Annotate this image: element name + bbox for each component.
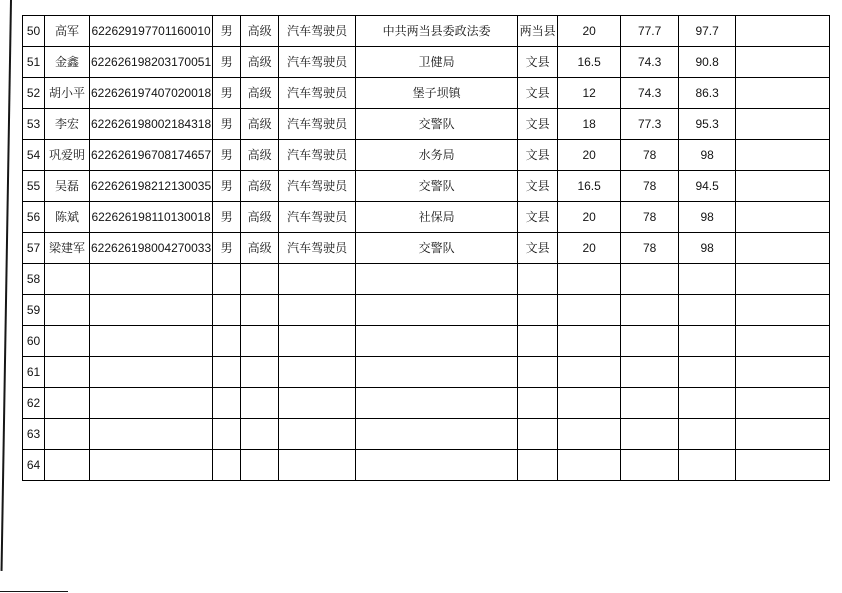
cell-county	[518, 450, 558, 481]
cell-score1: 20	[558, 233, 621, 264]
cell-blank	[736, 109, 830, 140]
cell-level	[241, 388, 279, 419]
cell-score2: 78	[621, 233, 679, 264]
cell-name	[45, 357, 90, 388]
cell-index: 50	[23, 16, 45, 47]
cell-gender	[213, 357, 241, 388]
cell-total: 98	[679, 140, 736, 171]
cell-organization	[356, 450, 518, 481]
cell-total	[679, 357, 736, 388]
cell-score2	[621, 326, 679, 357]
cell-county	[518, 357, 558, 388]
cell-score1: 20	[558, 202, 621, 233]
cell-county: 文县	[518, 47, 558, 78]
cell-total: 94.5	[679, 171, 736, 202]
cell-blank	[736, 357, 830, 388]
cell-organization	[356, 419, 518, 450]
cell-job_title: 汽车驾驶员	[279, 140, 356, 171]
cell-score2	[621, 264, 679, 295]
cell-blank	[736, 450, 830, 481]
cell-gender: 男	[213, 47, 241, 78]
page-edge-left-line	[1, 0, 12, 571]
cell-gender	[213, 419, 241, 450]
cell-total	[679, 295, 736, 326]
cell-job_title	[279, 450, 356, 481]
cell-county: 文县	[518, 140, 558, 171]
cell-county	[518, 295, 558, 326]
cell-name: 金鑫	[45, 47, 90, 78]
cell-level	[241, 357, 279, 388]
table-row	[23, 202, 830, 233]
cell-organization: 交警队	[356, 233, 518, 264]
cell-name	[45, 264, 90, 295]
table-row	[23, 109, 830, 140]
cell-name	[45, 295, 90, 326]
cell-total	[679, 450, 736, 481]
cell-name: 陈斌	[45, 202, 90, 233]
cell-id_number: 622626198002184318	[90, 109, 213, 140]
cell-organization	[356, 326, 518, 357]
cell-county: 文县	[518, 171, 558, 202]
cell-level	[241, 419, 279, 450]
cell-level	[241, 326, 279, 357]
cell-gender	[213, 450, 241, 481]
cell-county	[518, 264, 558, 295]
cell-organization	[356, 357, 518, 388]
table-row	[23, 264, 830, 295]
cell-name: 吴磊	[45, 171, 90, 202]
cell-job_title	[279, 388, 356, 419]
table-row	[23, 47, 830, 78]
personnel-roster-table	[22, 15, 830, 481]
cell-score2: 78	[621, 140, 679, 171]
cell-score1	[558, 295, 621, 326]
cell-gender: 男	[213, 109, 241, 140]
cell-job_title: 汽车驾驶员	[279, 109, 356, 140]
cell-score1	[558, 326, 621, 357]
cell-score1: 16.5	[558, 47, 621, 78]
cell-blank	[736, 47, 830, 78]
cell-blank	[736, 233, 830, 264]
cell-total: 86.3	[679, 78, 736, 109]
cell-gender	[213, 326, 241, 357]
cell-score1	[558, 357, 621, 388]
page-corner-bottom-line	[0, 591, 68, 593]
cell-job_title	[279, 295, 356, 326]
cell-score2: 78	[621, 202, 679, 233]
cell-score1: 20	[558, 140, 621, 171]
cell-blank	[736, 295, 830, 326]
cell-organization: 卫健局	[356, 47, 518, 78]
cell-level: 高级	[241, 202, 279, 233]
cell-blank	[736, 326, 830, 357]
cell-job_title	[279, 419, 356, 450]
cell-organization: 水务局	[356, 140, 518, 171]
cell-gender	[213, 295, 241, 326]
cell-index: 64	[23, 450, 45, 481]
cell-total	[679, 388, 736, 419]
cell-county: 文县	[518, 233, 558, 264]
cell-blank	[736, 78, 830, 109]
cell-score1: 12	[558, 78, 621, 109]
cell-gender: 男	[213, 233, 241, 264]
table-row	[23, 171, 830, 202]
cell-level: 高级	[241, 171, 279, 202]
cell-score1: 18	[558, 109, 621, 140]
cell-name: 胡小平	[45, 78, 90, 109]
cell-level: 高级	[241, 140, 279, 171]
cell-gender: 男	[213, 78, 241, 109]
cell-total: 90.8	[679, 47, 736, 78]
cell-organization: 交警队	[356, 109, 518, 140]
cell-name	[45, 388, 90, 419]
cell-name: 巩爱明	[45, 140, 90, 171]
cell-level	[241, 264, 279, 295]
cell-job_title	[279, 357, 356, 388]
table-row	[23, 388, 830, 419]
cell-name	[45, 419, 90, 450]
table-row	[23, 140, 830, 171]
roster-body	[23, 16, 830, 481]
cell-score2	[621, 450, 679, 481]
cell-index: 56	[23, 202, 45, 233]
cell-id_number: 622629197701160010	[90, 16, 213, 47]
cell-score2	[621, 357, 679, 388]
cell-gender	[213, 388, 241, 419]
cell-blank	[736, 16, 830, 47]
cell-level	[241, 295, 279, 326]
cell-total: 98	[679, 233, 736, 264]
cell-index: 57	[23, 233, 45, 264]
cell-job_title: 汽车驾驶员	[279, 202, 356, 233]
cell-blank	[736, 202, 830, 233]
cell-gender: 男	[213, 140, 241, 171]
cell-total	[679, 419, 736, 450]
cell-job_title	[279, 326, 356, 357]
cell-score2	[621, 419, 679, 450]
cell-job_title: 汽车驾驶员	[279, 233, 356, 264]
cell-score1: 20	[558, 16, 621, 47]
cell-organization	[356, 264, 518, 295]
cell-total: 97.7	[679, 16, 736, 47]
cell-blank	[736, 140, 830, 171]
cell-organization: 社保局	[356, 202, 518, 233]
cell-level	[241, 450, 279, 481]
cell-score2: 74.3	[621, 47, 679, 78]
cell-index: 55	[23, 171, 45, 202]
cell-score2: 74.3	[621, 78, 679, 109]
cell-name: 李宏	[45, 109, 90, 140]
cell-total: 95.3	[679, 109, 736, 140]
cell-score2: 77.3	[621, 109, 679, 140]
cell-index: 58	[23, 264, 45, 295]
cell-id_number	[90, 450, 213, 481]
cell-blank	[736, 264, 830, 295]
cell-total: 98	[679, 202, 736, 233]
cell-id_number: 622626196708174657	[90, 140, 213, 171]
table-row	[23, 450, 830, 481]
cell-blank	[736, 171, 830, 202]
cell-index: 51	[23, 47, 45, 78]
cell-name	[45, 450, 90, 481]
cell-county: 文县	[518, 109, 558, 140]
cell-gender	[213, 264, 241, 295]
cell-id_number: 622626198004270033	[90, 233, 213, 264]
cell-organization: 堡子坝镇	[356, 78, 518, 109]
cell-county: 文县	[518, 202, 558, 233]
cell-score1	[558, 450, 621, 481]
table-row	[23, 295, 830, 326]
cell-total	[679, 326, 736, 357]
cell-job_title	[279, 264, 356, 295]
cell-id_number	[90, 295, 213, 326]
cell-county	[518, 388, 558, 419]
table-row	[23, 78, 830, 109]
cell-organization	[356, 295, 518, 326]
cell-gender: 男	[213, 171, 241, 202]
cell-county: 两当县	[518, 16, 558, 47]
cell-organization	[356, 388, 518, 419]
cell-id_number	[90, 388, 213, 419]
cell-id_number	[90, 264, 213, 295]
table-row	[23, 16, 830, 47]
cell-organization: 交警队	[356, 171, 518, 202]
cell-level: 高级	[241, 78, 279, 109]
cell-score2: 78	[621, 171, 679, 202]
cell-index: 54	[23, 140, 45, 171]
cell-score1: 16.5	[558, 171, 621, 202]
cell-name: 高军	[45, 16, 90, 47]
cell-index: 52	[23, 78, 45, 109]
table-row	[23, 357, 830, 388]
cell-index: 60	[23, 326, 45, 357]
cell-gender: 男	[213, 16, 241, 47]
table-row	[23, 419, 830, 450]
cell-level: 高级	[241, 47, 279, 78]
cell-id_number	[90, 357, 213, 388]
cell-id_number	[90, 326, 213, 357]
cell-total	[679, 264, 736, 295]
cell-job_title: 汽车驾驶员	[279, 16, 356, 47]
cell-name	[45, 326, 90, 357]
cell-score1	[558, 419, 621, 450]
cell-index: 53	[23, 109, 45, 140]
cell-county	[518, 326, 558, 357]
cell-county: 文县	[518, 78, 558, 109]
cell-id_number: 622626197407020018	[90, 78, 213, 109]
cell-score1	[558, 388, 621, 419]
cell-job_title: 汽车驾驶员	[279, 78, 356, 109]
cell-score2: 77.7	[621, 16, 679, 47]
cell-id_number	[90, 419, 213, 450]
cell-score2	[621, 388, 679, 419]
cell-id_number: 622626198203170051	[90, 47, 213, 78]
cell-blank	[736, 388, 830, 419]
cell-score1	[558, 264, 621, 295]
cell-county	[518, 419, 558, 450]
cell-blank	[736, 419, 830, 450]
cell-index: 59	[23, 295, 45, 326]
cell-index: 62	[23, 388, 45, 419]
cell-id_number: 622626198212130035	[90, 171, 213, 202]
cell-id_number: 622626198110130018	[90, 202, 213, 233]
cell-organization: 中共两当县委政法委	[356, 16, 518, 47]
table-row	[23, 326, 830, 357]
cell-gender: 男	[213, 202, 241, 233]
cell-level: 高级	[241, 16, 279, 47]
cell-job_title: 汽车驾驶员	[279, 47, 356, 78]
cell-level: 高级	[241, 109, 279, 140]
cell-index: 63	[23, 419, 45, 450]
cell-job_title: 汽车驾驶员	[279, 171, 356, 202]
cell-level: 高级	[241, 233, 279, 264]
cell-index: 61	[23, 357, 45, 388]
cell-score2	[621, 295, 679, 326]
table-row	[23, 233, 830, 264]
cell-name: 梁建军	[45, 233, 90, 264]
